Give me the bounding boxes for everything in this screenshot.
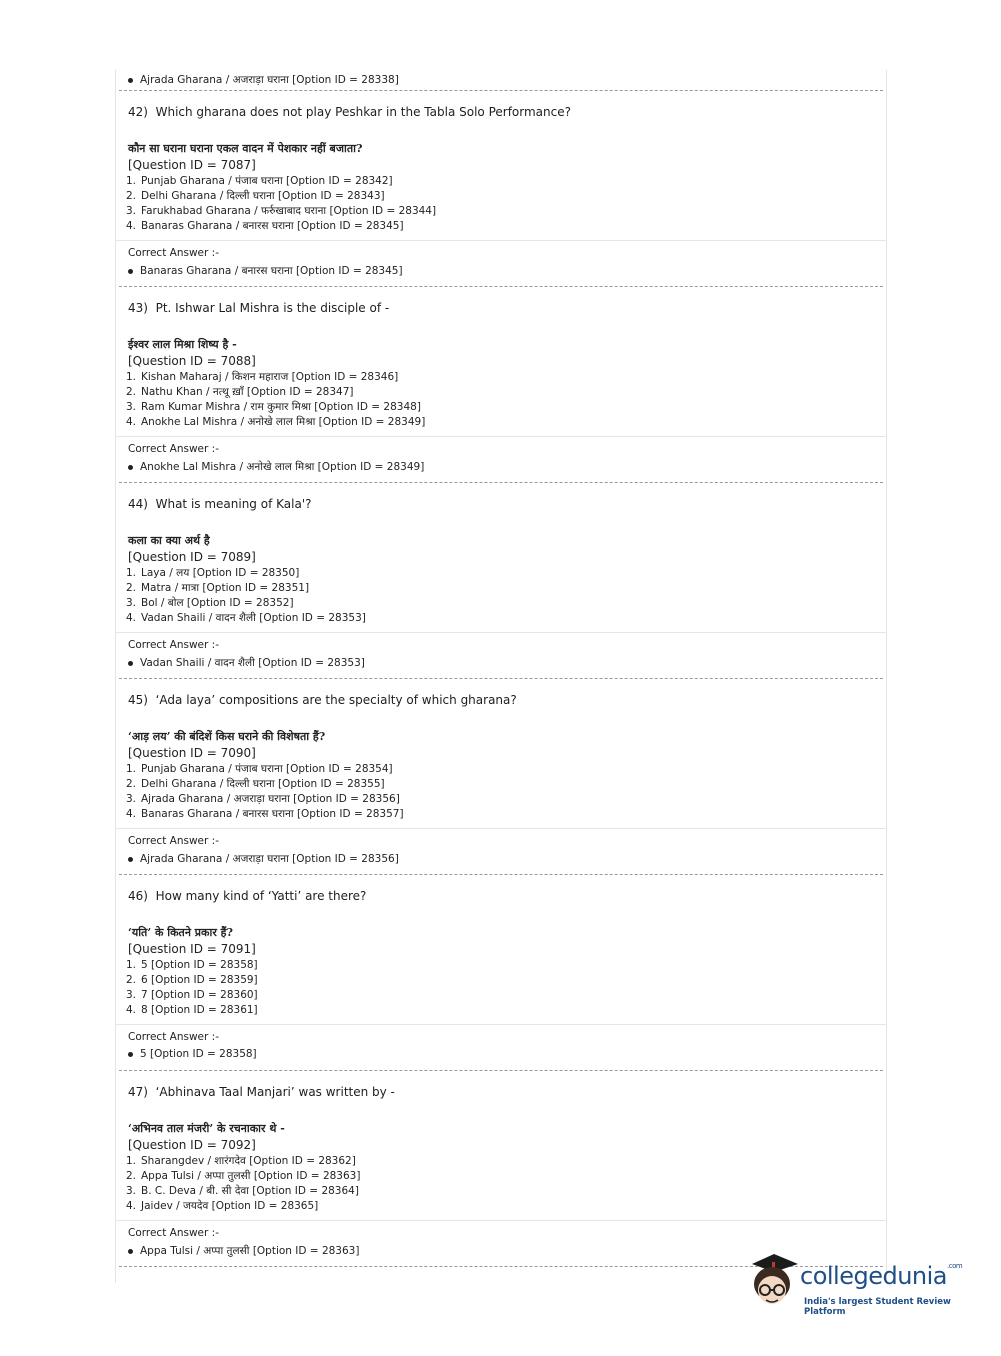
question-number: 44) — [128, 497, 148, 511]
option-number: 4. — [126, 1004, 137, 1016]
question-hindi: कौन सा घराना घराना एकल वादन में पेशकार नहीं बजाता? — [128, 142, 363, 155]
option-text: Delhi Gharana / दिल्ली घराना [Option ID = 28343] — [141, 190, 385, 202]
option-number: 3. — [126, 989, 137, 1001]
mascot-icon — [742, 1250, 802, 1312]
correct-answer-label: Correct Answer :- — [128, 835, 219, 847]
option-text: B. C. Deva / बी. सी देवा [Option ID = 28364] — [141, 1185, 359, 1197]
option-number: 4. — [126, 1200, 137, 1212]
option-number: 3. — [126, 401, 137, 413]
option-item — [126, 174, 886, 189]
bullet — [128, 78, 133, 83]
correct-answer — [116, 653, 886, 671]
option-number: 3. — [126, 793, 137, 805]
option-item — [126, 792, 886, 807]
bullet — [128, 269, 133, 274]
option-item — [126, 596, 886, 611]
option-text: 8 [Option ID = 28361] — [141, 1004, 258, 1016]
option-item — [126, 219, 886, 234]
option-text: Nathu Khan / नत्थू ख़ाँ [Option ID = 28347] — [141, 386, 354, 398]
options-list — [116, 958, 886, 1018]
option-text: Ajrada Gharana / अजराड़ा घराना [Option ID = 28356] — [141, 793, 400, 805]
option-item — [126, 973, 886, 988]
question-hindi: ‘आड़ लय’ की बंदिशें किस घराने की विशेषता हैं? — [128, 730, 326, 743]
question-text: What is meaning of Kala'? — [155, 497, 312, 511]
option-number: 2. — [126, 974, 137, 986]
option-item — [126, 415, 886, 430]
option-item — [126, 988, 886, 1003]
option-number: 2. — [126, 582, 137, 594]
option-text: Banaras Gharana / बनारस घराना [Option ID = 28357] — [141, 808, 404, 820]
correct-answer-text: Vadan Shaili / वादन शैली [Option ID = 28353] — [140, 657, 365, 669]
correct-answer-label: Correct Answer :- — [128, 639, 219, 651]
option-text: Punjab Gharana / पंजाब घराना [Option ID = 28354] — [141, 763, 393, 775]
option-text: Farukhabad Gharana / फर्रुखाबाद घराना [Option ID = 28344] — [141, 205, 437, 217]
options-list — [116, 762, 886, 822]
question-text: ‘Ada laya’ compositions are the specialty of which gharana? — [155, 693, 517, 707]
option-text: Anokhe Lal Mishra / अनोखे लाल मिश्रा [Option ID = 28349] — [141, 416, 426, 428]
option-number: 1. — [126, 175, 137, 187]
question-id: [Question ID = 7092] — [128, 1138, 256, 1152]
correct-answer-label: Correct Answer :- — [128, 247, 219, 259]
bullet — [128, 1249, 133, 1254]
question-heading — [116, 1071, 886, 1107]
option-item — [126, 1169, 886, 1184]
correct-answer-text: Ajrada Gharana / अजराड़ा घराना [Option ID = 28356] — [140, 853, 399, 865]
option-item — [126, 581, 886, 596]
option-number: 1. — [126, 959, 137, 971]
question-hindi: कला का क्या अर्थ है — [128, 534, 210, 547]
option-text: Kishan Maharaj / किशन महाराज [Option ID = 28346] — [141, 371, 399, 383]
question-heading — [116, 875, 886, 911]
option-number: 4. — [126, 416, 137, 428]
question-number: 46) — [128, 889, 148, 903]
previous-correct-answer: Ajrada Gharana / अजराड़ा घराना [Option ID = 28338] — [116, 70, 886, 90]
option-item — [126, 1184, 886, 1199]
option-number: 4. — [126, 220, 137, 232]
option-text: Banaras Gharana / बनारस घराना [Option ID = 28345] — [141, 220, 404, 232]
option-number: 1. — [126, 371, 137, 383]
option-text: Ram Kumar Mishra / राम कुमार मिश्रा [Option ID = 28348] — [141, 401, 421, 413]
question-block — [116, 91, 886, 286]
question-block — [116, 483, 886, 678]
correct-answer — [116, 1045, 886, 1063]
logo-tagline: India's largest Student Review Platform — [804, 1297, 951, 1317]
option-item — [126, 400, 886, 415]
question-number: 45) — [128, 693, 148, 707]
options-list — [116, 1154, 886, 1214]
option-item — [126, 189, 886, 204]
option-item — [126, 958, 886, 973]
option-item — [126, 370, 886, 385]
option-item — [126, 1003, 886, 1018]
question-hindi: ‘अभिनव ताल मंजरी’ के रचनाकार थे - — [128, 1122, 285, 1135]
option-text: Matra / मात्रा [Option ID = 28351] — [141, 582, 310, 594]
options-list — [116, 370, 886, 430]
option-number: 1. — [126, 763, 137, 775]
bullet — [128, 1052, 133, 1057]
bullet — [128, 465, 133, 470]
option-item — [126, 566, 886, 581]
correct-answer-text: Appa Tulsi / अप्पा तुलसी [Option ID = 28363] — [140, 1245, 360, 1257]
question-number: 43) — [128, 301, 148, 315]
question-id: [Question ID = 7091] — [128, 942, 256, 956]
question-text: How many kind of ‘Yatti’ are there? — [155, 889, 367, 903]
option-text: Jaidev / जयदेव [Option ID = 28365] — [141, 1200, 319, 1212]
option-text: Sharangdev / शारंगदेव [Option ID = 28362] — [141, 1155, 356, 1167]
bullet — [128, 857, 133, 862]
correct-answer — [116, 457, 886, 475]
correct-answer — [116, 261, 886, 279]
option-text: 5 [Option ID = 28358] — [141, 959, 258, 971]
question-hindi: ‘यति’ के कितने प्रकार हैं? — [128, 926, 233, 939]
collegedunia-logo[interactable] — [742, 1250, 972, 1320]
option-number: 3. — [126, 597, 137, 609]
question-heading — [116, 679, 886, 715]
option-text: Laya / लय [Option ID = 28350] — [141, 567, 300, 579]
option-item — [126, 762, 886, 777]
correct-answer-text: 5 [Option ID = 28358] — [140, 1048, 257, 1060]
options-list — [116, 174, 886, 234]
option-item — [126, 1154, 886, 1169]
question-block — [116, 1071, 886, 1266]
question-id: [Question ID = 7087] — [128, 158, 256, 172]
option-item — [126, 807, 886, 822]
option-number: 2. — [126, 386, 137, 398]
question-text: Which gharana does not play Peshkar in the Tabla Solo Performance? — [155, 105, 571, 119]
correct-answer-label: Correct Answer :- — [128, 1227, 219, 1239]
question-number: 47) — [128, 1085, 148, 1099]
question-text: Pt. Ishwar Lal Mishra is the disciple of - — [155, 301, 390, 315]
question-block — [116, 287, 886, 482]
bullet — [128, 661, 133, 666]
logo-wordmark: collegedunia — [800, 1262, 948, 1290]
option-text: 7 [Option ID = 28360] — [141, 989, 258, 1001]
question-id: [Question ID = 7090] — [128, 746, 256, 760]
question-heading — [116, 287, 886, 323]
option-number: 4. — [126, 612, 137, 624]
option-text: Appa Tulsi / अप्पा तुलसी [Option ID = 28363] — [141, 1170, 361, 1182]
logo-suffix: .com — [947, 1262, 963, 1270]
question-id: [Question ID = 7088] — [128, 354, 256, 368]
correct-answer-label: Correct Answer :- — [128, 443, 219, 455]
option-text: Bol / बोल [Option ID = 28352] — [141, 597, 294, 609]
option-number: 1. — [126, 1155, 137, 1167]
question-block — [116, 875, 886, 1070]
question-hindi: ईश्वर लाल मिश्रा शिष्य है - — [128, 338, 237, 351]
option-item — [126, 777, 886, 792]
question-paper — [115, 70, 887, 1283]
option-item — [126, 385, 886, 400]
options-list — [116, 566, 886, 626]
question-heading — [116, 91, 886, 127]
question-number: 42) — [128, 105, 148, 119]
correct-answer-text: Banaras Gharana / बनारस घराना [Option ID = 28345] — [140, 265, 403, 277]
option-item — [126, 204, 886, 219]
question-heading — [116, 483, 886, 519]
option-number: 2. — [126, 778, 137, 790]
option-text: Punjab Gharana / पंजाब घराना [Option ID = 28342] — [141, 175, 393, 187]
option-number: 3. — [126, 1185, 137, 1197]
option-number: 2. — [126, 190, 137, 202]
correct-answer-text: Anokhe Lal Mishra / अनोखे लाल मिश्रा [Option ID = 28349] — [140, 461, 425, 473]
option-number: 4. — [126, 808, 137, 820]
option-text: 6 [Option ID = 28359] — [141, 974, 258, 986]
question-list — [116, 91, 886, 1267]
option-number: 3. — [126, 205, 137, 217]
option-text: Vadan Shaili / वादन शैली [Option ID = 28353] — [141, 612, 366, 624]
option-item — [126, 611, 886, 626]
question-block — [116, 679, 886, 874]
question-text: ‘Abhinava Taal Manjari’ was written by - — [155, 1085, 395, 1099]
correct-answer-label: Correct Answer :- — [128, 1031, 219, 1043]
question-id: [Question ID = 7089] — [128, 550, 256, 564]
option-item — [126, 1199, 886, 1214]
option-number: 2. — [126, 1170, 137, 1182]
option-number: 1. — [126, 567, 137, 579]
option-text: Delhi Gharana / दिल्ली घराना [Option ID = 28355] — [141, 778, 385, 790]
correct-answer — [116, 849, 886, 867]
